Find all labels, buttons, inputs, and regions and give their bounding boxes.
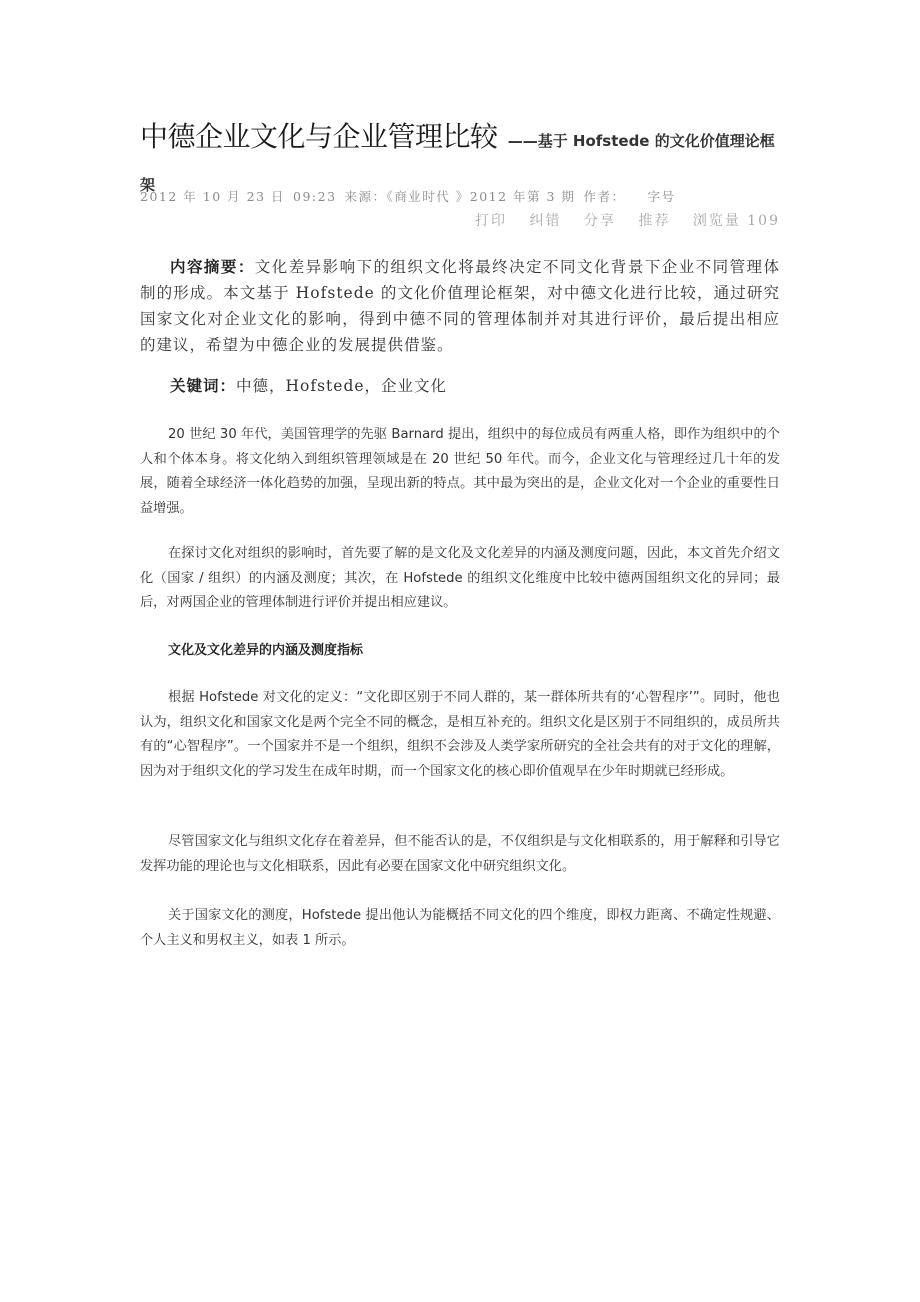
article-actions — [459, 210, 780, 230]
abstract-text: 文化差异影响下的组织文化将最终决定不同文化背景下企业不同管理体制的形成。本文基于 Hofstede 的文化价值理论框架，对中德文化进行比较，通过研究国家文化对企业文化的影响，得到中德不同的管理体制并对其进行评价，最后提出相应的建议，希望为中德企业的发展提供借鉴。 — [140, 258, 780, 354]
body-paragraph: 关于国家文化的测度，Hofstede 提出他认为能概括不同文化的四个维度，即权力距离、不确定性规避、个人主义和男权主义，如表 1 所示。 — [140, 908, 780, 948]
correct-link[interactable]: 纠错 — [529, 213, 562, 229]
abstract — [140, 254, 780, 358]
abstract-label: 内容摘要： — [170, 257, 255, 276]
meta-source: 《商业时代 》2012 年第 3 期 — [386, 189, 576, 204]
meta-time: 09:23 — [293, 189, 337, 204]
body-paragraph: 20 世纪 30 年代，美国管理学的先驱 Barnard 提出，组织中的每位成员有两重人格，即作为组织中的个人和个体本身。将文化纳入到组织管理领域是在 20 世纪 50 年代。而今，企业文化与管理经过几十年的发展，随着全球经济一体化趋势的加强，呈现出新的特点。其中最为突出的是，企业文化对一个企业的重要性日益增强。 — [140, 427, 780, 516]
body-paragraph: 根据 Hofstede 对文化的定义：“文化即区别于不同人群的，某一群体所共有的‘心智程序’”。同时，他也认为，组织文化和国家文化是两个完全不同的概念，是相互补充的。组织文化是区别于不同组织的，成员所共有的“心智程序”。一个国家并不是一个组织，组织不会涉及人类学家所研究的全社会共有的对于文化的理解，因为对于组织文化的学习发生在成年时期，而一个国家文化的核心即价值观早在少年时期就已经形成。 — [140, 690, 780, 779]
title-main: 中德企业文化与企业管理比较 — [140, 120, 498, 153]
section-heading: 文化及文化差异的内涵及测度指标 — [168, 643, 364, 658]
view-count: 浏览量 109 — [692, 213, 780, 229]
keywords-label: 关键词： — [170, 376, 237, 395]
keywords — [140, 373, 780, 399]
keywords-text: 中德，Hofstede，企业文化 — [236, 377, 448, 395]
recommend-link[interactable]: 推荐 — [638, 213, 671, 229]
meta-author: 字号 — [647, 189, 676, 204]
title-subtitle: ——基于 Hofstede 的文化价值理论框架 — [140, 132, 775, 194]
body-paragraph: 尽管国家文化与组织文化存在着差异，但不能否认的是，不仅组织是与文化相联系的，用于解释和引导它发挥功能的理论也与文化相联系，因此有必要在国家文化中研究组织文化。 — [140, 834, 780, 874]
print-link[interactable]: 打印 — [475, 213, 508, 229]
meta-author-label: 作者： — [583, 189, 626, 204]
body-paragraph: 在探讨文化对组织的影响时，首先要了解的是文化及文化差异的内涵及测度问题，因此，本文首先介绍文化（国家 / 组织）的内涵及测度；其次，在 Hofstede 的组织文化维度中比较中德两国组织文化的异同；最后，对两国企业的管理体制进行评价并提出相应建议。 — [140, 546, 780, 610]
share-link[interactable]: 分享 — [583, 213, 616, 229]
article-meta — [140, 187, 684, 205]
meta-source-label: 来源： — [344, 189, 387, 204]
meta-date: 2012 年 10 月 23 日 — [140, 189, 285, 204]
